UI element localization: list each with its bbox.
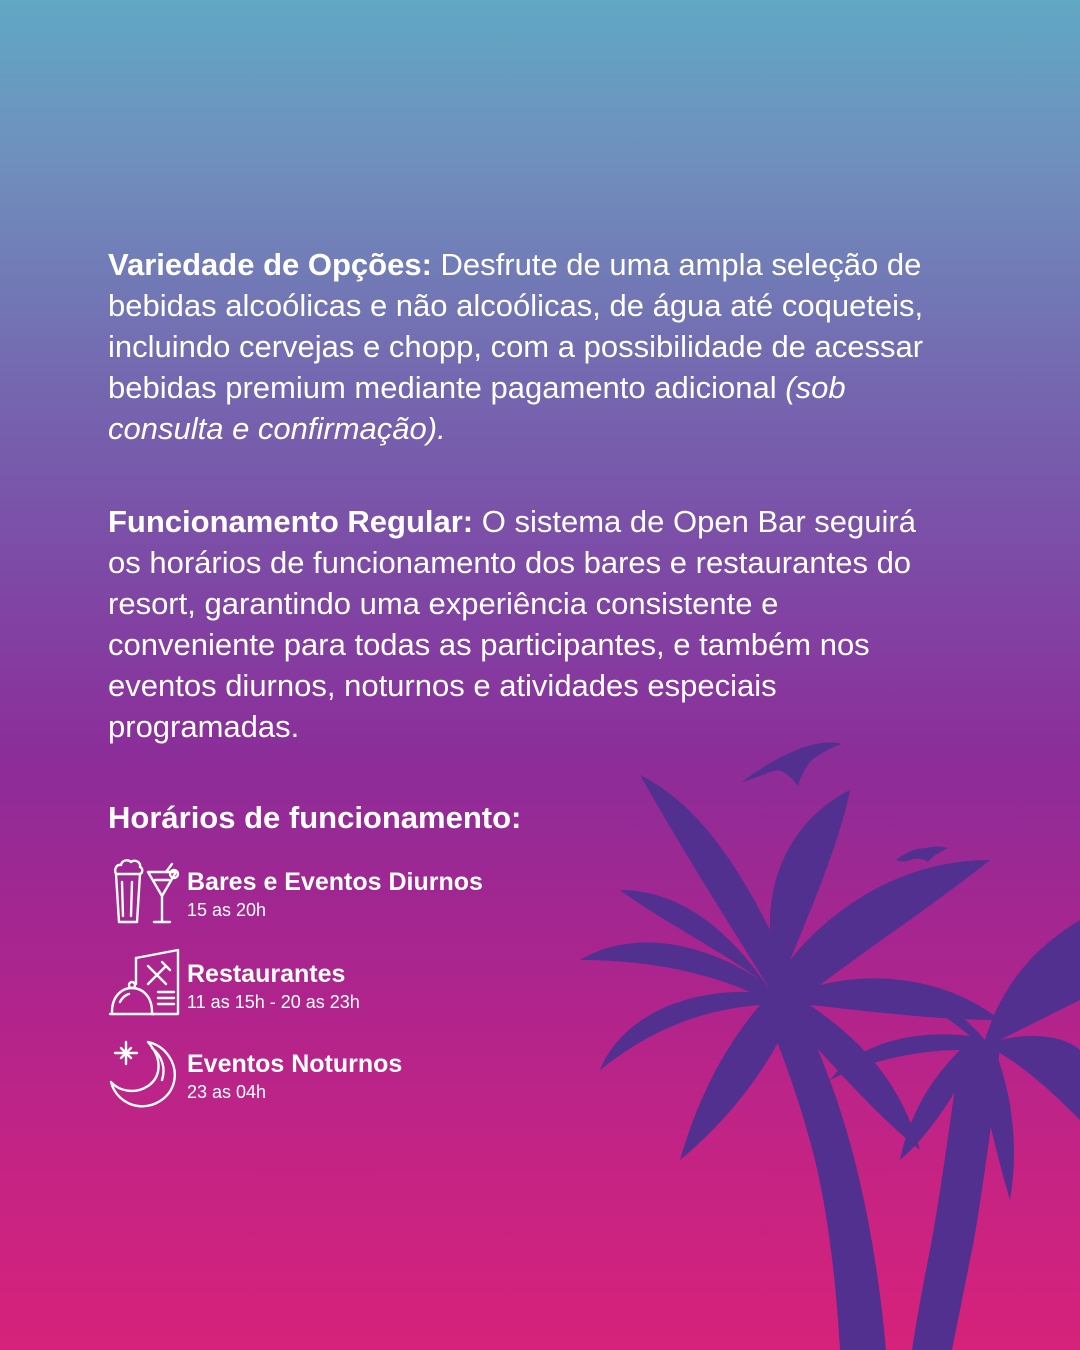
- regular-heading: Funcionamento Regular:: [108, 504, 474, 539]
- palm-fronds-right: [830, 920, 1080, 1200]
- options-heading: Variedade de Opções:: [108, 247, 432, 282]
- schedule-name: Bares e Eventos Diurnos: [187, 868, 483, 896]
- options-body: Desfrute de uma ampla seleção de bebidas alcoólicas e não alcoólicas, de água até coqueteis, incluindo cervejas e chopp, com a possibilidade de acessar bebidas premium mediante pagamento adicional: [108, 247, 924, 405]
- bird-small: [896, 847, 948, 863]
- palm-fronds-left: [580, 775, 1000, 1160]
- drinks-icon: [108, 856, 180, 928]
- restaurant-menu-icon: [108, 948, 180, 1020]
- info-text: [108, 244, 938, 747]
- options-paragraph: [108, 244, 938, 449]
- schedule-item-restaurants: [108, 948, 628, 1020]
- bird-large: [742, 743, 842, 787]
- schedule-text-night: [187, 1048, 402, 1104]
- schedule-name: Eventos Noturnos: [187, 1050, 403, 1078]
- palm-trunk-left: [756, 982, 886, 1350]
- regular-paragraph: [108, 501, 938, 747]
- moon-star-icon: [108, 1038, 180, 1110]
- regular-body: O sistema de Open Bar seguirá os horários de funcionamento dos bares e restaurantes do resort, garantindo uma experiência consistente e conveniente para todas as participantes, e também nos eventos diurnos, noturnos e atividades especiais programadas.: [108, 504, 916, 744]
- schedule-text-restaurants: [187, 958, 360, 1014]
- schedule-item-bars: [108, 856, 628, 928]
- palm-trunk-right: [912, 1040, 1000, 1350]
- schedule-time: 15 as 20h: [187, 900, 267, 920]
- schedule-text-bars: [187, 866, 483, 922]
- schedule-time: 11 as 15h - 20 as 23h: [187, 992, 360, 1012]
- schedule-item-night: [108, 1038, 628, 1110]
- hours-title: Horários de funcionamento:: [108, 800, 522, 835]
- options-note: (sob consulta e confirmação).: [108, 370, 846, 446]
- schedule-time: 23 as 04h: [187, 1082, 267, 1102]
- schedule-name: Restaurantes: [187, 960, 346, 988]
